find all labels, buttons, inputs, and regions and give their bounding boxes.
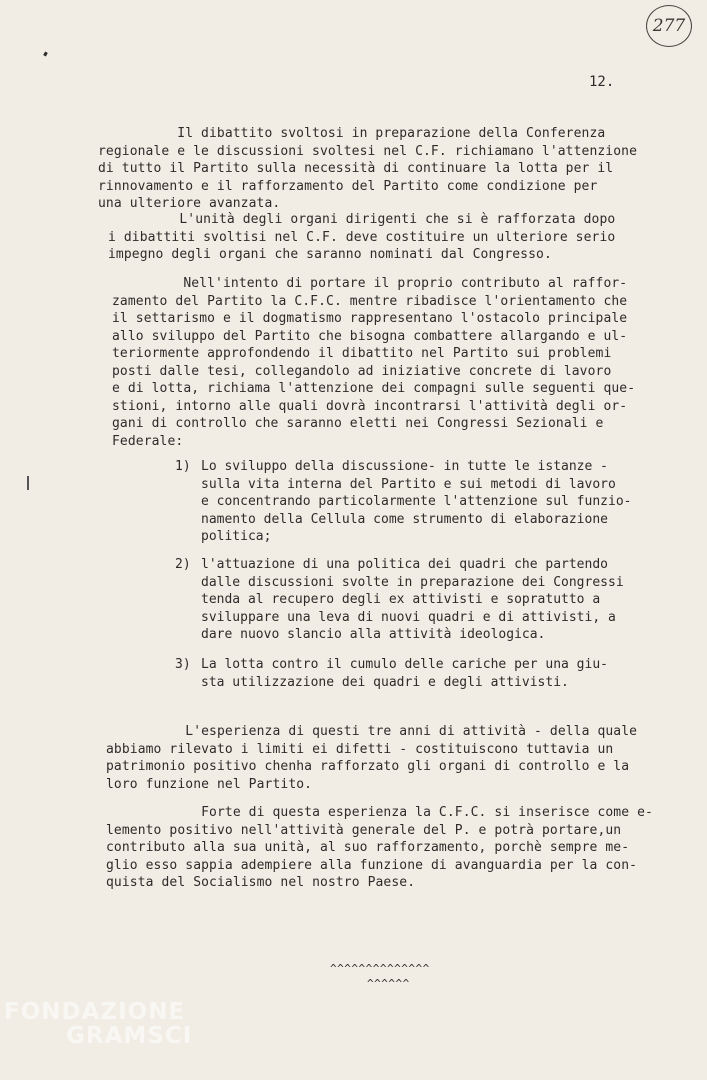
margin-mark (27, 476, 29, 490)
paragraph-3: Nell'intento di portare il proprio contributo al raffor- zamento del Partito la C.F.C. mentre ribadisce l'orientamento che il settarismo e il dogmatismo rappresentano l'ostacolo principale allo sviluppo del Partito che bisogna combattere allargando e ul- teriormente approfondendo il dibattito nel Partito sui problemi posti dalle tesi, collegandolo ad iniziative concrete di lavoro e di lotta, richiama l'attenzione dei compagni sulle seguenti que- stioni, intorno alle quali dovrà incontrarsi l'attività degli or- gani di controllo che saranno eletti nei Congressi Sezionali e Federale: (112, 276, 636, 449)
archive-number-stamp: 277 (646, 5, 692, 47)
separator-line-1: ^^^^^^^^^^^^^^ (330, 962, 430, 975)
watermark-logo (4, 1000, 192, 1048)
page-number: 12. (589, 74, 615, 90)
watermark-line-1: FONDAZIONE (4, 999, 186, 1025)
list-item-number: 2) (175, 557, 191, 572)
closing-paragraph-1: L'esperienza di questi tre anni di attività - della quale abbiamo rilevato i limiti ei difetti - costituiscono tuttavia un patrimonio positivo chenha rafforzato gli organi di controllo e la loro funzione nel Partito. (106, 724, 638, 792)
separator-line-2: ^^^^^^ (367, 977, 410, 990)
list-item-number: 3) (175, 657, 191, 672)
closing-paragraph-2: Forte di questa esperienza la C.F.C. si inserisce come e- lemento positivo nell'attività generale del P. e potrà portare,un contributo alla sua unità, al suo rafforzamento, porchè sempre me- glio esso sappia adempiere alla funzione di avanguardia per la con- quista del Socialismo nel nostro Paese. (106, 805, 653, 890)
list-item-number: 1) (175, 459, 191, 474)
paragraph-2: L'unità degli organi dirigenti che si è rafforzata dopo i dibattiti svoltisi nel C.F. deve costituire un ulteriore serio impegno degli organi che saranno nominati dal Congresso. (108, 212, 616, 262)
watermark-line-2: GRAMSCI (66, 1023, 193, 1049)
list-item-text: La lotta contro il cumulo delle cariche per una giu- sta utilizzazione dei quadri e degli attivisti. (201, 657, 608, 690)
ink-mark (43, 52, 48, 57)
paragraph-1: Il dibattito svoltosi in preparazione della Conferenza regionale e le discussioni svoltesi nel C.F. richiamano l'attenzione di tutto il Partito sulla necessità di continuare la lotta per il rinnovamento e il rafforzamento del Partito come condizione per una ulteriore avanzata. (98, 126, 638, 211)
list-item-text: Lo sviluppo della discussione- in tutte le istanze - sulla vita interna del Partito e sui metodi di lavoro e concentrando particolarmente l'attenzione sul funzio- namento della Cellula come strumento di elaborazione politica; (201, 459, 632, 544)
list-item-text: l'attuazione di una politica dei quadri che partendo dalle discussioni svolte in preparazione dei Congressi tenda al recupero degli ex attivisti e sopratutto a sviluppare una leva di nuovi quadri e di attivisti, a dare nuovo slancio alla attività ideologica. (201, 557, 624, 642)
